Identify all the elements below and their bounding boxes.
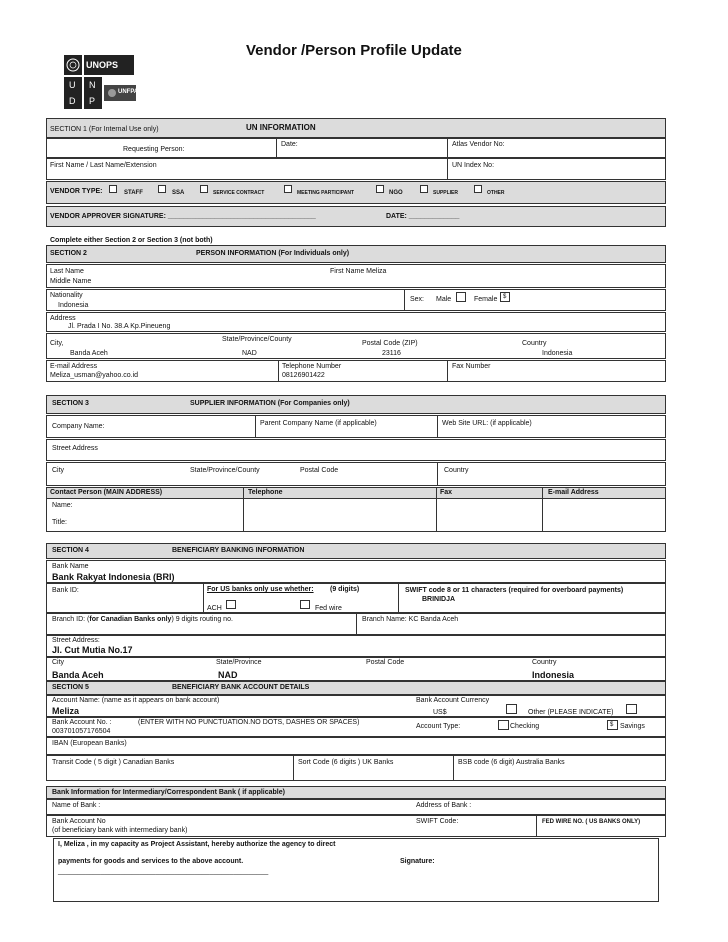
address-label: Address (50, 315, 76, 322)
ach-label: ACH (207, 605, 222, 612)
bank-street-value: Jl. Cut Mutia No.17 (52, 645, 133, 655)
intermediary-account-no-sub: (of beneficiary bank with intermediary bank) (52, 827, 188, 834)
contact-fax-label: Fax (440, 489, 453, 496)
section3-heading: SUPPLIER INFORMATION (For Companies only) (190, 400, 350, 407)
country-label: Country (522, 340, 547, 347)
bank-street-label: Street Address: (52, 637, 100, 644)
city-label: City, (50, 340, 64, 347)
logo-letter-u: U (69, 80, 76, 90)
male-label: Male (436, 296, 452, 303)
ngo-checkbox[interactable] (376, 185, 384, 193)
transit-code-label: Transit Code ( 5 digit ) Canadian Banks (52, 759, 175, 766)
contact-row (46, 360, 666, 382)
swift-code-label: SWIFT code 8 or 11 characters (required for overboard payments) (405, 587, 624, 594)
section5-header (46, 681, 666, 695)
parent-company-label: Parent Company Name (if applicable) (260, 420, 377, 427)
intermediary-account-no-label: Bank Account No (52, 818, 106, 825)
supplier-street-row (46, 439, 666, 461)
other-currency-checkbox[interactable] (626, 704, 637, 714)
supplier-checkbox[interactable] (420, 185, 428, 193)
contact-person-label: Contact Person (MAIN ADDRESS) (50, 489, 163, 496)
ngo-label: NGO (389, 190, 403, 196)
supplier-city-label: City (52, 467, 65, 474)
intermediary-bank-address-label: Address of Bank : (416, 802, 472, 809)
un-logo (64, 55, 139, 109)
ach-checkbox[interactable] (226, 600, 236, 609)
bank-name-value: Bank Rakyat Indonesia (BRI) (52, 572, 175, 582)
sex-label: Sex: (410, 296, 425, 303)
branch-id-label-post: ) 9 digits routing no. (171, 616, 233, 623)
page-title: Vendor /Person Profile Update (246, 42, 462, 59)
email-label: E-mail Address (50, 363, 98, 370)
authorization-underline: ______________________________________________________ (58, 868, 269, 875)
account-name-value: Meliza (52, 706, 80, 716)
approver-date-label: DATE: _____________ (386, 213, 460, 220)
fedwire-checkbox[interactable] (300, 600, 310, 609)
ssa-checkbox[interactable] (158, 185, 166, 193)
female-checkbox-mark: $ (503, 294, 507, 300)
logo-letter-d: D (69, 96, 76, 106)
meeting-participant-checkbox[interactable] (284, 185, 292, 193)
section2-header (46, 245, 666, 263)
unops-logo-text: UNOPS (86, 60, 119, 70)
account-no-label: Bank Account No. : (52, 719, 112, 726)
branch-name-label: Branch Name: KC Banda Aceh (362, 616, 459, 623)
bank-city-label: City (52, 659, 65, 666)
bank-street-row (46, 635, 666, 657)
approver-signature-label: VENDOR APPROVER SIGNATURE: ______________________________________ (50, 213, 316, 220)
other-label: OTHER (487, 190, 505, 196)
section5-label: SECTION 5 (52, 684, 89, 691)
bsb-code-label: BSB code (6 digit) Australia Banks (458, 759, 565, 766)
intermediary-bank-name-label: Name of Bank : (52, 802, 101, 809)
atlas-vendor-label: Atlas Vendor No: (452, 141, 505, 148)
section-note: Complete either Section 2 or Section 3 (not both) (50, 237, 213, 244)
service-contract-label: SERVICE CONTRACT (213, 190, 265, 196)
telephone-label: Telephone Number (282, 363, 342, 370)
swift-code-value: BRINIDJA (422, 596, 456, 603)
usd-checkbox[interactable] (506, 704, 517, 714)
state-label: State/Province/County (222, 336, 292, 343)
account-type-label: Account Type: (416, 723, 461, 730)
staff-checkbox[interactable] (109, 185, 117, 193)
logo-letter-n: N (89, 80, 96, 90)
account-no-note: (ENTER WITH NO PUNCTUATION.NO DOTS, DASHES OR SPACES) (138, 719, 360, 726)
section1-heading: UN INFORMATION (246, 123, 316, 132)
usd-label: US$ (433, 709, 447, 716)
city-value: Banda Aceh (70, 350, 108, 357)
branch-id-label-pre: Branch ID: ( (52, 616, 90, 623)
authorization-line1: I, Meliza , in my capacity as Project Assistant, hereby authorize the agency to direct (58, 841, 336, 848)
intermediary-swift-label: SWIFT Code: (416, 818, 459, 825)
currency-label: Bank Account Currency (416, 697, 490, 704)
postal-code-label: Postal Code (ZIP) (362, 340, 418, 347)
telephone-value: 08126901422 (282, 372, 325, 379)
nationality-label: Nationality (50, 292, 83, 299)
state-value: NAD (242, 350, 257, 357)
company-name-label: Company Name: (52, 423, 105, 430)
city-row (46, 333, 666, 359)
account-no-value: 003701057176504 (52, 728, 111, 735)
supplier-label: SUPPLIER (433, 190, 459, 196)
ssa-label: SSA (172, 190, 185, 196)
branch-id-label-bold: for Canadian Banks only (89, 616, 172, 623)
checking-checkbox[interactable] (498, 720, 509, 730)
contact-title-label: Title: (52, 519, 67, 526)
logo-letter-p: P (89, 96, 96, 106)
account-name-label: Account Name: (name as it appears on bank account) (52, 697, 220, 704)
male-checkbox[interactable] (456, 292, 466, 302)
section2-label: SECTION 2 (50, 250, 87, 257)
staff-label: STAFF (124, 190, 143, 196)
bank-id-label: Bank ID: (52, 587, 79, 594)
intermediary-heading: Bank Information for Intermediary/Correspondent Bank ( if applicable) (52, 789, 285, 796)
fax-label: Fax Number (452, 363, 491, 370)
us-banks-label: For US banks only use whether: (207, 586, 314, 593)
vendor-type-label: VENDOR TYPE: (50, 188, 103, 195)
intermediary-name-row (46, 799, 666, 815)
nationality-row (46, 289, 666, 311)
other-checkbox[interactable] (474, 185, 482, 193)
unfpa-logo-text: UNFPA (118, 89, 139, 95)
date-label: Date: (281, 141, 298, 148)
supplier-country-label: Country (444, 467, 469, 474)
postal-code-value: 23116 (382, 350, 401, 357)
section4-header (46, 543, 666, 559)
last-name-label: Last Name (50, 268, 84, 275)
fedwire-label: Fed wire (315, 605, 342, 612)
intermediary-fedwire-label: FED WIRE NO. ( US BANKS ONLY) (542, 819, 641, 825)
contact-email-label: E-mail Address (548, 489, 599, 496)
section3-header (46, 395, 666, 414)
savings-checkbox-mark: $ (610, 722, 614, 728)
section4-heading: BENEFICIARY BANKING INFORMATION (172, 547, 305, 554)
checking-label: Checking (510, 723, 540, 730)
other-currency-label: Other (PLEASE INDICATE) (528, 709, 614, 716)
fullname-label: First Name / Last Name/Extension (50, 162, 157, 169)
supplier-postal-label: Postal Code (300, 467, 339, 474)
website-label: Web Site URL: (if applicable) (442, 420, 532, 427)
section2-heading: PERSON INFORMATION (For Individuals only) (196, 250, 350, 257)
supplier-city-row (46, 462, 666, 486)
bank-city-value: Banda Aceh (52, 670, 104, 680)
iban-row (46, 737, 666, 755)
signature-label: Signature: (400, 858, 435, 865)
email-value: Meliza_usman@yahoo.co.id (50, 372, 139, 379)
first-name-label: First Name Meliza (330, 268, 387, 275)
contact-name-label: Name: (52, 502, 73, 509)
nationality-value: Indonesia (58, 302, 89, 309)
middle-name-label: Middle Name (50, 278, 92, 285)
nine-digits-label: (9 digits) (330, 586, 360, 593)
supplier-state-label: State/Province/County (190, 467, 260, 474)
bank-country-value: Indonesia (532, 670, 575, 680)
country-value: Indonesia (542, 350, 573, 357)
bank-name-label: Bank Name (52, 563, 89, 570)
bank-state-value: NAD (218, 670, 238, 680)
service-contract-checkbox[interactable] (200, 185, 208, 193)
section1-label: SECTION 1 (For Internal Use only) (50, 126, 159, 133)
iban-label: IBAN (European Banks) (52, 740, 127, 747)
contact-telephone-label: Telephone (248, 489, 283, 496)
supplier-street-label: Street Address (52, 445, 98, 452)
section5-heading: BENEFICIARY BANK ACCOUNT DETAILS (172, 684, 310, 691)
bank-state-label: State/Province (216, 659, 262, 666)
section3-label: SECTION 3 (52, 400, 89, 407)
savings-label: Savings (620, 723, 645, 730)
section4-label: SECTION 4 (52, 547, 89, 554)
female-label: Female (474, 296, 498, 303)
branch-id-label (52, 616, 233, 624)
sort-code-label: Sort Code (6 digits ) UK Banks (298, 759, 394, 766)
un-index-label: UN Index No: (452, 162, 495, 169)
authorization-line2: payments for goods and services to the above account. (58, 858, 244, 865)
address-value: Jl. Prada I No. 38.A Kp.Pineueng (68, 323, 171, 330)
bank-postal-label: Postal Code (366, 659, 405, 666)
bank-country-label: Country (532, 659, 557, 666)
meeting-participant-label: MEETING PARTICIPANT (297, 190, 355, 196)
requesting-person-label: Requesting Person: (123, 146, 185, 153)
